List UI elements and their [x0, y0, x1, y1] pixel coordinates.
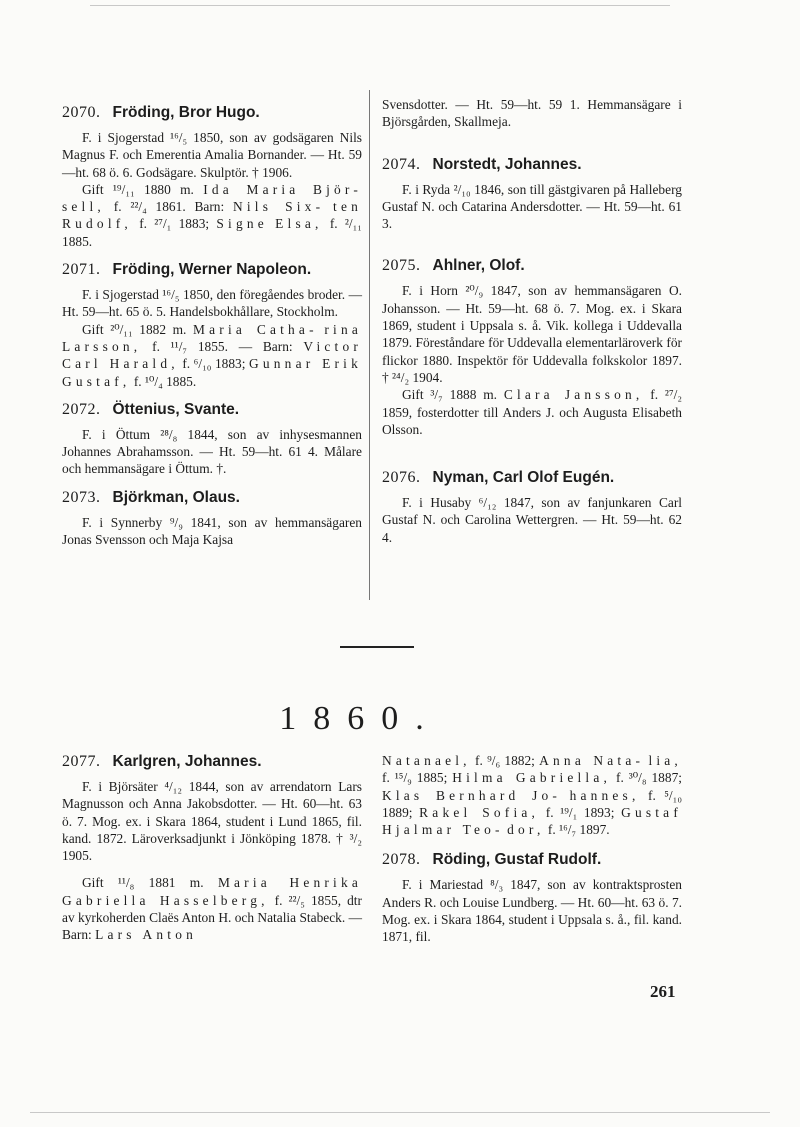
entry-name: Norstedt, Johannes. [432, 155, 582, 173]
entry-number: 2072. [62, 400, 101, 418]
entry-text: F. i Mariestad ⁸/₃ 1847, son av kontraktsprosten Anders R. och Louise Lundberg. — Ht. 60—ht. 63 ö. 7. Mog. ex. i Skara 1864, student i Uppsala s. å., fil. kand. 1871, fil. [382, 877, 682, 945]
left-column-bottom [62, 752, 362, 944]
continuation-text: Svensdotter. — Ht. 59—ht. 59 1. Hemmansägare i Björsgården, Skallmeja. [382, 97, 682, 130]
entry-number: 2074. [382, 155, 421, 173]
spouse-name: Clara Jansson, [503, 387, 644, 403]
entry-name: Fröding, Bror Hugo. [112, 104, 260, 121]
spouse-name: rina Larsson, [62, 321, 362, 354]
child-name: Rakel Sofia, [419, 804, 540, 820]
entry-marriage: Gift ²⁰/₁₁ 1882 m. Maria Catha- rina Larsson, f. ¹¹/₇ 1855. — Barn: Victor Carl Harald, f. ⁶/₁₀ 1883; Gunnar Erik Gustaf, f. ¹⁰/₄ 1885. [62, 321, 362, 389]
page-number: 261 [650, 982, 676, 1001]
entry-text: F. i Husaby ⁶/₁₂ 1847, son av fanjunkaren Carl Gustaf N. och Carolina Wettergren. — Ht. 59—ht. 62 4. [382, 495, 682, 545]
entry-2073 [62, 488, 362, 549]
entry-text: F. i Björsäter ⁴/₁₂ 1844, son av arrendatorn Lars Magnusson och Anna Jakobsdotter. — Ht. 60—ht. 63 ö. 7. Mog. ex. i Skara 1864, student i Lund 1865, fil. kand. 1872. Läroverksadjunkt i Jönköping 1878. † ³/₂ 1905. [62, 779, 362, 864]
section-divider [340, 646, 414, 648]
child-name: Natanael, [382, 753, 471, 768]
entry-marriage: Gift ³/₇ 1888 m. Clara Jansson, f. ²⁷/₂ 1859, fosterdotter till Anders J. och Augusta Elisabeth Olsson. [382, 387, 682, 437]
entry-heading [62, 103, 362, 123]
right-column-bottom [382, 752, 682, 946]
year-heading: 1860. [279, 700, 441, 737]
entry-heading [382, 850, 682, 870]
child-name: Gunnar Erik Gustaf, [62, 356, 362, 389]
entry-number: 2075. [382, 257, 421, 275]
scan-edge-top [90, 5, 670, 6]
entry-name: Ahlner, Olof. [432, 257, 525, 275]
entry-marriage: Gift ¹¹/₈ 1881 m. Maria Henrika Gabriella Hasselberg, f. ²²/₅ 1855, dtr av kyrkoherden Claës Anton H. och Natalia Stabeck. — Barn: Lars Anton [62, 875, 362, 943]
right-column-top [382, 96, 682, 546]
spouse-name: Maria Catha- [193, 321, 318, 337]
entry-heading [62, 400, 362, 420]
child-name: dor, [507, 822, 545, 838]
entry-text: F. i Sjogerstad ¹⁶/₅ 1850, son av godsägaren Nils Magnus F. och Emerentia Amalia Bornander. — Ht. 59—ht. 68 ö. 6. Godsägare. Skulptör. † 1906. [62, 130, 362, 180]
entry-name: Fröding, Werner Napoleon. [112, 261, 312, 279]
scan-edge-bottom [30, 1112, 770, 1113]
child-name: Nils Six- [233, 199, 325, 215]
entry-2075 [382, 256, 682, 438]
spouse-name: Ida Maria Björ- [203, 181, 362, 197]
entry-2076 [382, 468, 682, 546]
child-name: Lars Anton [95, 927, 197, 943]
spouse-name: sell, [62, 199, 105, 215]
entry-number: 2078. [382, 851, 421, 869]
entry-2077 [62, 752, 362, 944]
entry-heading [382, 468, 682, 488]
child-name: Klas Bernhard Jo- [382, 787, 562, 803]
entry-text: F. i Öttum ²⁸/₈ 1844, son av inhysesmannen Johannes Abrahamsson. — Ht. 59—ht. 61 4. Målare och hemmansägare i Öttum. †. [62, 426, 362, 477]
entry-heading [62, 488, 362, 508]
entry-heading [382, 155, 682, 175]
entry-number: 2077. [62, 753, 101, 770]
entry-name: Karlgren, Johannes. [112, 753, 262, 770]
entry-text: F. i Horn ²⁰/₉ 1847, son av hemmansägaren O. Johansson. — Ht. 59—ht. 68 ö. 7. Mog. ex. i Skara 1869, student i Uppsala s. å. Vik. kollega i Uddevalla 1879. Föreståndare för Uddevalla elementarläroverk för flickor 1880. Inspektör för Uddevalla folkskolor 1897. † ²⁴/₂ 1904. [382, 283, 682, 385]
entry-2078 [382, 850, 682, 945]
column-divider [369, 90, 370, 600]
child-name: Hilma Gabriella, [452, 770, 612, 786]
spouse-name: Maria Henrika [217, 875, 362, 891]
entry-2071 [62, 260, 362, 390]
entry-marriage: Gift ¹⁹/₁₁ 1880 m. Ida Maria Björ- sell, f. ²²/₄ 1861. Barn: Nils Six- ten Rudolf, f. ²⁷/₁ 1883; Signe Elsa, f. ²/₁₁ 1885. [62, 181, 362, 249]
entry-2077-continuation: Natanael, f. ⁹/₆ 1882; Anna Nata- lia, f. ¹⁵/₉ 1885; Hilma Gabriella, f. ³⁰/₈ 1887; Klas Bernhard Jo- hannes, f. ⁵/₁₀ 1889; Rakel Sofia, f. ¹⁹/₁ 1893; Gustaf Hjalmar Teo- dor, f. ¹⁶/₇ 1897. [382, 753, 682, 838]
left-column-top [62, 103, 362, 548]
entry-2074 [382, 155, 682, 233]
child-name: Elsa, [275, 216, 323, 232]
entry-text: F. i Ryda ²/₁₀ 1846, son till gästgivaren på Halleberg Gustaf N. och Catarina Andersdotter. — Ht. 59—ht. 61 3. [382, 181, 682, 232]
child-name: Victor Carl Harald, [62, 338, 362, 372]
child-name: Anna Nata- [539, 753, 645, 768]
entry-number: 2076. [382, 469, 421, 487]
child-name: ten Rudolf, [62, 199, 362, 232]
entry-2070 [62, 103, 362, 250]
spouse-name: Gabriella Hasselberg, [62, 892, 269, 908]
child-name: hannes, [569, 787, 640, 803]
child-name: lia, [648, 753, 682, 768]
entry-text: F. i Synnerby ⁹/₉ 1841, son av hemmansägaren Jonas Svensson och Maja Kajsa [62, 514, 362, 548]
entry-heading [62, 260, 362, 280]
entry-number: 2071. [62, 261, 101, 279]
entry-text: F. i Sjogerstad ¹⁶/₅ 1850, den föregåendes broder. — Ht. 59—ht. 65 ö. 5. Handelsbokhållare, Stockholm. [62, 287, 362, 320]
entry-number: 2073. [62, 488, 101, 506]
entry-2072 [62, 400, 362, 478]
entry-name: Björkman, Olaus. [112, 488, 240, 506]
entry-name: Öttenius, Svante. [112, 400, 240, 418]
entry-heading [62, 752, 362, 772]
entry-name: Nyman, Carl Olof Eugén. [432, 469, 615, 487]
entry-number: 2070. [62, 104, 101, 121]
entry-name: Röding, Gustaf Rudolf. [432, 851, 602, 869]
entry-heading [382, 256, 682, 276]
child-name: Signe [216, 216, 268, 232]
child-name: Gustaf Hjalmar Teo- [382, 804, 682, 838]
